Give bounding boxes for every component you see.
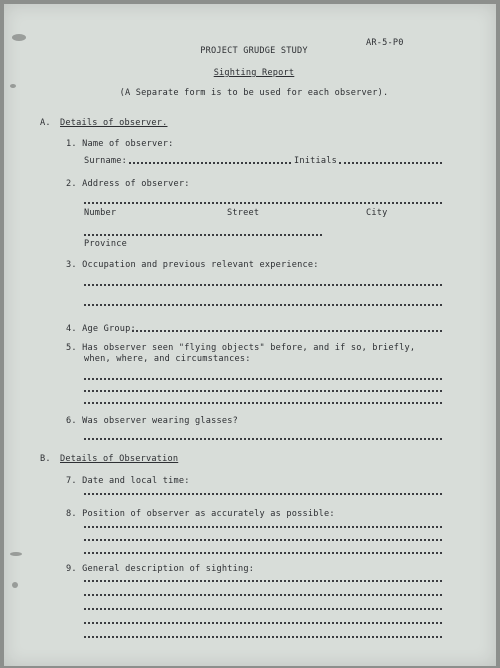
scan-mark bbox=[10, 84, 16, 88]
q5-label-line2: when, where, and circumstances: bbox=[84, 354, 251, 364]
scan-mark bbox=[12, 34, 26, 41]
q5-label-line1: 5. Has observer seen "flying objects" before, and if so, briefly, bbox=[66, 343, 416, 353]
province-label: Province bbox=[84, 239, 127, 249]
date-time-field[interactable] bbox=[84, 493, 442, 495]
position-field-2[interactable] bbox=[84, 539, 442, 541]
description-field-2[interactable] bbox=[84, 594, 442, 596]
form-note: (A Separate form is to be used for each observer). bbox=[119, 88, 389, 98]
address-field[interactable] bbox=[84, 202, 442, 204]
section-a-letter: A. bbox=[40, 118, 51, 128]
section-a-heading: Details of observer. bbox=[60, 118, 168, 128]
flying-objects-field-3[interactable] bbox=[84, 402, 442, 404]
scan-mark bbox=[12, 582, 18, 588]
city-label: City bbox=[366, 208, 388, 218]
description-field-4[interactable] bbox=[84, 622, 442, 624]
surname-label: Surname: bbox=[84, 156, 127, 166]
q7-label: 7. Date and local time: bbox=[66, 476, 190, 486]
form-code: AR-5-P0 bbox=[366, 38, 404, 48]
description-field-1[interactable] bbox=[84, 580, 442, 582]
section-b-heading: Details of Observation bbox=[60, 454, 179, 464]
description-field-5[interactable] bbox=[84, 636, 442, 638]
number-label: Number bbox=[84, 208, 117, 218]
q6-label: 6. Was observer wearing glasses? bbox=[66, 416, 238, 426]
form-subtitle: Sighting Report bbox=[213, 68, 295, 78]
province-field[interactable] bbox=[84, 234, 322, 236]
glasses-field[interactable] bbox=[84, 438, 442, 440]
street-label: Street bbox=[227, 208, 260, 218]
position-field-3[interactable] bbox=[84, 552, 442, 554]
occupation-field-1[interactable] bbox=[84, 284, 442, 286]
form-title: PROJECT GRUDGE STUDY bbox=[200, 46, 308, 56]
initials-field[interactable] bbox=[339, 162, 442, 164]
q9-label: 9. General description of sighting: bbox=[66, 564, 255, 574]
surname-field[interactable] bbox=[129, 162, 291, 164]
q8-label: 8. Position of observer as accurately as possible: bbox=[66, 509, 335, 519]
form-page bbox=[4, 4, 496, 666]
q1-label: 1. Name of observer: bbox=[66, 139, 174, 149]
description-field-3[interactable] bbox=[84, 608, 442, 610]
initials-label: Initials bbox=[294, 156, 337, 166]
section-b-letter: B. bbox=[40, 454, 51, 464]
q2-label: 2. Address of observer: bbox=[66, 179, 190, 189]
q4-label: 4. Age Group: bbox=[66, 324, 136, 334]
age-group-field[interactable] bbox=[132, 330, 442, 332]
occupation-field-2[interactable] bbox=[84, 304, 442, 306]
scan-mark bbox=[10, 552, 22, 556]
position-field-1[interactable] bbox=[84, 526, 442, 528]
q3-label: 3. Occupation and previous relevant experience: bbox=[66, 260, 319, 270]
flying-objects-field-2[interactable] bbox=[84, 390, 442, 392]
flying-objects-field-1[interactable] bbox=[84, 378, 442, 380]
